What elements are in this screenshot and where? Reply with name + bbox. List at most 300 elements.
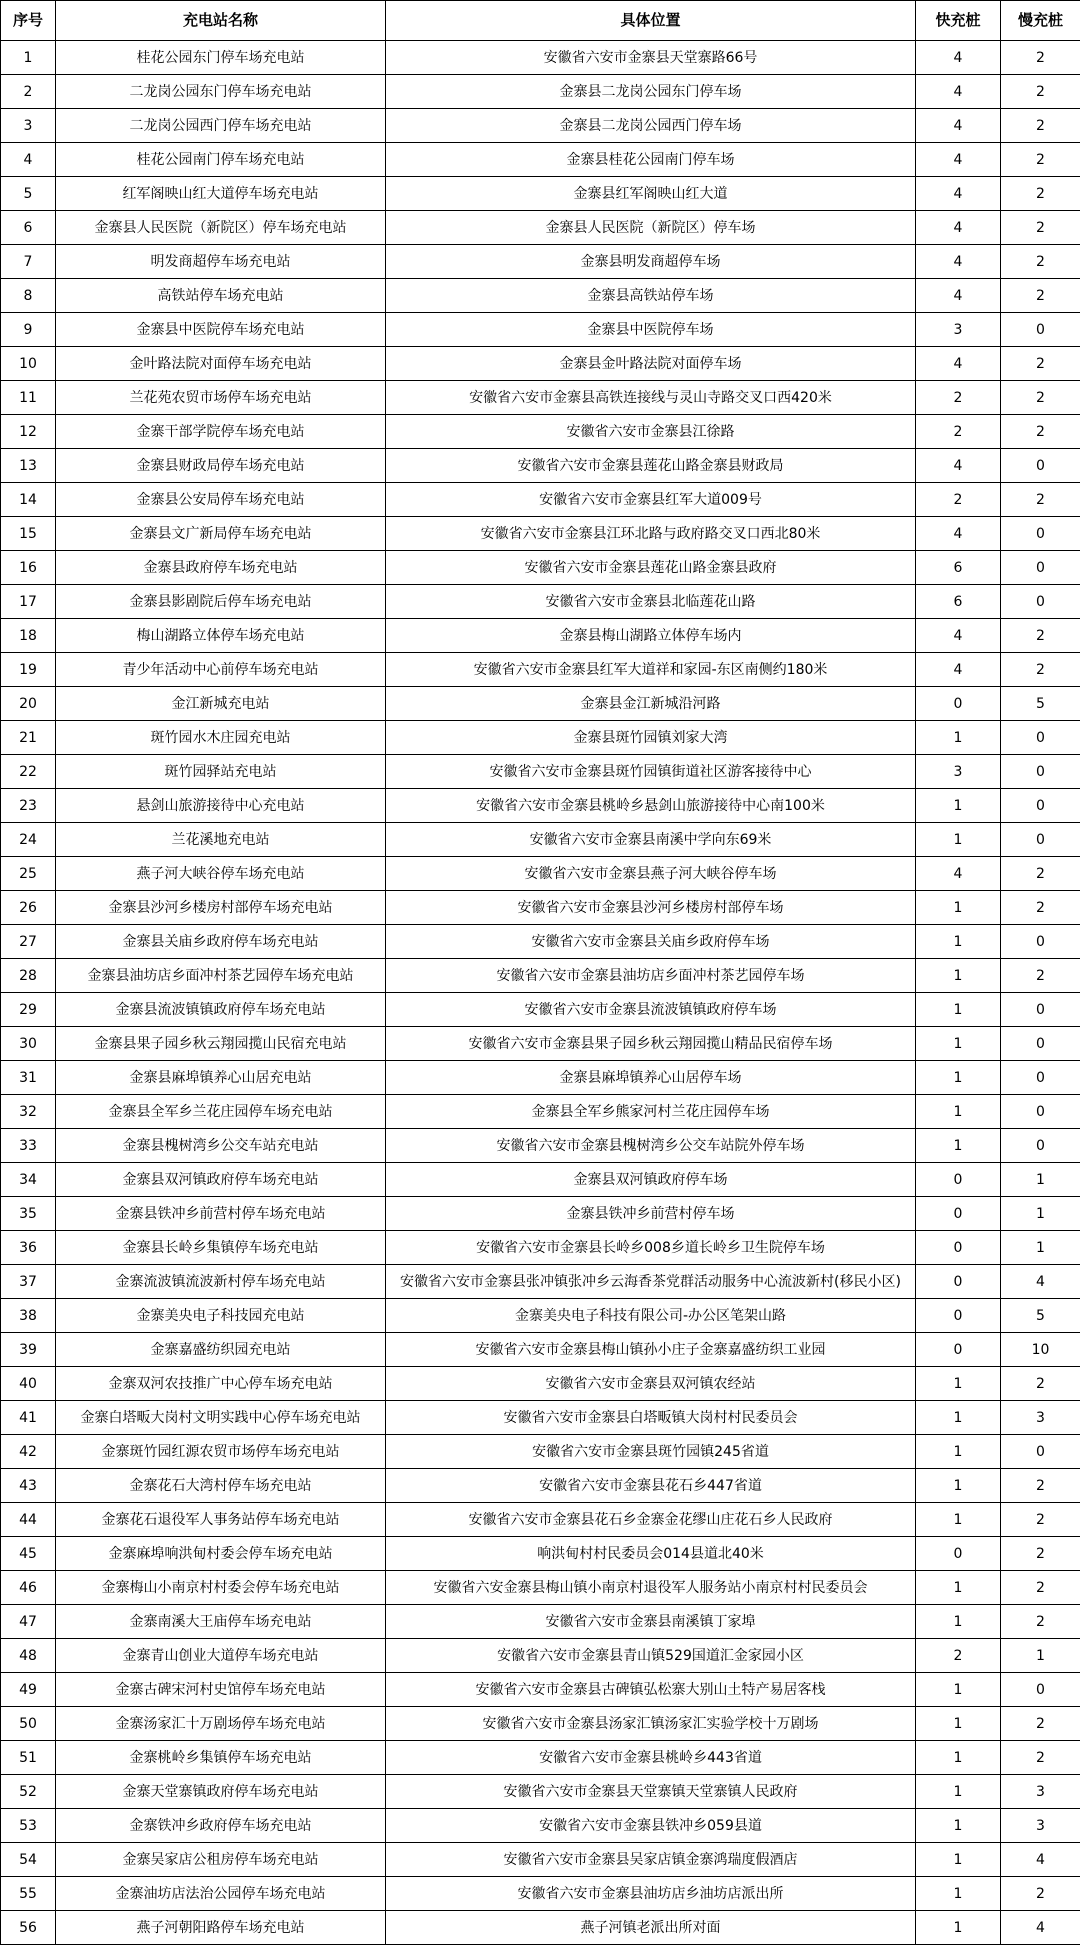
cell-no: 39	[1, 1333, 56, 1367]
cell-name: 金寨吴家店公租房停车场充电站	[56, 1843, 386, 1877]
cell-fast: 4	[916, 109, 1001, 143]
cell-no: 32	[1, 1095, 56, 1129]
table-row	[1, 1265, 1080, 1299]
cell-fast: 6	[916, 551, 1001, 585]
cell-no: 43	[1, 1469, 56, 1503]
cell-slow: 2	[1001, 1605, 1080, 1639]
cell-fast: 1	[916, 925, 1001, 959]
cell-slow: 2	[1001, 653, 1080, 687]
cell-location: 安徽省六安市金寨县江徐路	[386, 415, 916, 449]
cell-slow: 0	[1001, 721, 1080, 755]
table-row	[1, 1469, 1080, 1503]
table-row	[1, 823, 1080, 857]
cell-location: 安徽省六安市金寨县斑竹园镇245省道	[386, 1435, 916, 1469]
cell-no: 17	[1, 585, 56, 619]
cell-no: 6	[1, 211, 56, 245]
cell-location: 金寨县金江新城沿河路	[386, 687, 916, 721]
cell-slow: 1	[1001, 1639, 1080, 1673]
cell-slow: 0	[1001, 517, 1080, 551]
cell-location: 金寨县麻埠镇养心山居停车场	[386, 1061, 916, 1095]
cell-no: 52	[1, 1775, 56, 1809]
table-row	[1, 41, 1080, 75]
cell-name: 燕子河朝阳路停车场充电站	[56, 1911, 386, 1945]
cell-location: 安徽省六安市金寨县汤家汇镇汤家汇实验学校十万剧场	[386, 1707, 916, 1741]
table-row	[1, 1707, 1080, 1741]
cell-slow: 2	[1001, 415, 1080, 449]
cell-fast: 2	[916, 1639, 1001, 1673]
table-row	[1, 653, 1080, 687]
table-row	[1, 1027, 1080, 1061]
table-row	[1, 177, 1080, 211]
cell-location: 金寨县桂花公园南门停车场	[386, 143, 916, 177]
cell-name: 金寨嘉盛纺织园充电站	[56, 1333, 386, 1367]
cell-slow: 2	[1001, 1537, 1080, 1571]
cell-no: 4	[1, 143, 56, 177]
cell-no: 10	[1, 347, 56, 381]
cell-name: 金寨干部学院停车场充电站	[56, 415, 386, 449]
cell-no: 5	[1, 177, 56, 211]
cell-name: 金寨油坊店法治公园停车场充电站	[56, 1877, 386, 1911]
cell-slow: 2	[1001, 1367, 1080, 1401]
cell-no: 7	[1, 245, 56, 279]
cell-fast: 0	[916, 1537, 1001, 1571]
cell-slow: 2	[1001, 109, 1080, 143]
cell-name: 金寨花石大湾村停车场充电站	[56, 1469, 386, 1503]
table-row	[1, 1163, 1080, 1197]
cell-slow: 4	[1001, 1911, 1080, 1945]
cell-slow: 0	[1001, 823, 1080, 857]
cell-name: 金寨铁冲乡政府停车场充电站	[56, 1809, 386, 1843]
cell-no: 26	[1, 891, 56, 925]
cell-fast: 1	[916, 959, 1001, 993]
cell-fast: 4	[916, 143, 1001, 177]
table-row	[1, 1571, 1080, 1605]
header-location: 具体位置	[386, 1, 916, 41]
header-name: 充电站名称	[56, 1, 386, 41]
cell-fast: 1	[916, 1775, 1001, 1809]
table-row	[1, 415, 1080, 449]
cell-name: 金寨南溪大王庙停车场充电站	[56, 1605, 386, 1639]
cell-location: 安徽省六安市金寨县桃岭乡悬剑山旅游接待中心南100米	[386, 789, 916, 823]
table-row	[1, 483, 1080, 517]
header-no: 序号	[1, 1, 56, 41]
cell-fast: 1	[916, 993, 1001, 1027]
cell-location: 安徽省六安市金寨县红军大道祥和家园-东区南侧约180米	[386, 653, 916, 687]
cell-fast: 4	[916, 653, 1001, 687]
cell-slow: 2	[1001, 75, 1080, 109]
cell-location: 金寨县二龙岗公园东门停车场	[386, 75, 916, 109]
table-row	[1, 1299, 1080, 1333]
cell-location: 安徽省六安市金寨县花石乡金寨金花缪山庄花石乡人民政府	[386, 1503, 916, 1537]
cell-slow: 2	[1001, 279, 1080, 313]
cell-fast: 3	[916, 755, 1001, 789]
cell-slow: 2	[1001, 211, 1080, 245]
table-row	[1, 1503, 1080, 1537]
table-row	[1, 993, 1080, 1027]
cell-location: 安徽省六安市金寨县燕子河大峡谷停车场	[386, 857, 916, 891]
cell-fast: 1	[916, 1809, 1001, 1843]
cell-slow: 3	[1001, 1809, 1080, 1843]
cell-location: 安徽省六安市金寨县桃岭乡443省道	[386, 1741, 916, 1775]
cell-location: 安徽省六安市金寨县张冲镇张冲乡云海香茶党群活动服务中心流波新村(移民小区)	[386, 1265, 916, 1299]
cell-location: 金寨县红军阁映山红大道	[386, 177, 916, 211]
cell-slow: 0	[1001, 585, 1080, 619]
cell-location: 安徽省六安市金寨县江环北路与政府路交叉口西北80米	[386, 517, 916, 551]
cell-fast: 1	[916, 1129, 1001, 1163]
cell-location: 安徽省六安市金寨县天堂寨路66号	[386, 41, 916, 75]
table-row	[1, 755, 1080, 789]
cell-fast: 2	[916, 483, 1001, 517]
cell-name: 金寨县财政局停车场充电站	[56, 449, 386, 483]
cell-name: 金寨县麻埠镇养心山居充电站	[56, 1061, 386, 1095]
cell-location: 安徽省六安市金寨县白塔畈镇大岗村村民委员会	[386, 1401, 916, 1435]
cell-slow: 2	[1001, 143, 1080, 177]
table-row	[1, 1537, 1080, 1571]
cell-name: 金寨县全军乡兰花庄园停车场充电站	[56, 1095, 386, 1129]
cell-slow: 0	[1001, 1129, 1080, 1163]
cell-slow: 5	[1001, 687, 1080, 721]
table-body	[1, 41, 1080, 1945]
cell-name: 金寨县铁冲乡前营村停车场充电站	[56, 1197, 386, 1231]
cell-slow: 2	[1001, 1469, 1080, 1503]
table-row	[1, 925, 1080, 959]
cell-fast: 4	[916, 279, 1001, 313]
cell-name: 金寨流波镇流波新村停车场充电站	[56, 1265, 386, 1299]
table-row	[1, 381, 1080, 415]
cell-location: 安徽省六安市金寨县北临莲花山路	[386, 585, 916, 619]
table-row	[1, 959, 1080, 993]
cell-fast: 6	[916, 585, 1001, 619]
cell-fast: 1	[916, 1877, 1001, 1911]
table-row	[1, 619, 1080, 653]
cell-no: 49	[1, 1673, 56, 1707]
cell-slow: 5	[1001, 1299, 1080, 1333]
cell-fast: 1	[916, 823, 1001, 857]
table-row	[1, 789, 1080, 823]
cell-name: 金寨县公安局停车场充电站	[56, 483, 386, 517]
cell-name: 二龙岗公园西门停车场充电站	[56, 109, 386, 143]
table-row	[1, 721, 1080, 755]
cell-name: 金寨白塔畈大岗村文明实践中心停车场充电站	[56, 1401, 386, 1435]
cell-slow: 1	[1001, 1231, 1080, 1265]
cell-name: 桂花公园东门停车场充电站	[56, 41, 386, 75]
table-row	[1, 1639, 1080, 1673]
cell-no: 8	[1, 279, 56, 313]
table-row	[1, 1367, 1080, 1401]
table-row	[1, 347, 1080, 381]
cell-slow: 2	[1001, 1503, 1080, 1537]
header-slow: 慢充桩	[1001, 1, 1080, 41]
cell-location: 金寨县全军乡熊家河村兰花庄园停车场	[386, 1095, 916, 1129]
cell-location: 金寨县明发商超停车场	[386, 245, 916, 279]
cell-no: 1	[1, 41, 56, 75]
table-row	[1, 245, 1080, 279]
cell-fast: 1	[916, 1027, 1001, 1061]
cell-location: 安徽省六安市金寨县莲花山路金寨县政府	[386, 551, 916, 585]
cell-fast: 4	[916, 75, 1001, 109]
cell-slow: 0	[1001, 551, 1080, 585]
table-row	[1, 449, 1080, 483]
cell-location: 安徽省六安市金寨县斑竹园镇街道社区游客接待中心	[386, 755, 916, 789]
table-row	[1, 1673, 1080, 1707]
cell-name: 金寨花石退役军人事务站停车场充电站	[56, 1503, 386, 1537]
cell-fast: 0	[916, 1333, 1001, 1367]
cell-slow: 0	[1001, 449, 1080, 483]
cell-name: 燕子河大峡谷停车场充电站	[56, 857, 386, 891]
cell-slow: 0	[1001, 313, 1080, 347]
cell-no: 40	[1, 1367, 56, 1401]
table-row	[1, 1911, 1080, 1945]
table-row	[1, 687, 1080, 721]
cell-fast: 2	[916, 415, 1001, 449]
cell-name: 金寨梅山小南京村村委会停车场充电站	[56, 1571, 386, 1605]
cell-slow: 2	[1001, 381, 1080, 415]
cell-location: 安徽省六安市金寨县古碑镇弘松寨大别山土特产易居客栈	[386, 1673, 916, 1707]
cell-fast: 4	[916, 41, 1001, 75]
cell-fast: 1	[916, 1401, 1001, 1435]
cell-name: 金寨汤家汇十万剧场停车场充电站	[56, 1707, 386, 1741]
table-row	[1, 1809, 1080, 1843]
header-row	[1, 1, 1080, 41]
cell-no: 16	[1, 551, 56, 585]
cell-slow: 0	[1001, 1435, 1080, 1469]
cell-slow: 2	[1001, 177, 1080, 211]
cell-location: 金寨县斑竹园镇刘家大湾	[386, 721, 916, 755]
cell-name: 金寨县果子园乡秋云翔园揽山民宿充电站	[56, 1027, 386, 1061]
cell-location: 安徽省六安市金寨县梅山镇孙小庄子金寨嘉盛纺织工业园	[386, 1333, 916, 1367]
cell-name: 悬剑山旅游接待中心充电站	[56, 789, 386, 823]
cell-location: 金寨县双河镇政府停车场	[386, 1163, 916, 1197]
cell-slow: 2	[1001, 619, 1080, 653]
cell-no: 53	[1, 1809, 56, 1843]
cell-fast: 1	[916, 891, 1001, 925]
cell-name: 金寨古碑宋河村史馆停车场充电站	[56, 1673, 386, 1707]
cell-name: 高铁站停车场充电站	[56, 279, 386, 313]
cell-location: 金寨县金叶路法院对面停车场	[386, 347, 916, 381]
cell-location: 安徽省六安市金寨县高铁连接线与灵山寺路交叉口西420米	[386, 381, 916, 415]
cell-fast: 1	[916, 1911, 1001, 1945]
cell-location: 金寨县二龙岗公园西门停车场	[386, 109, 916, 143]
cell-fast: 0	[916, 1299, 1001, 1333]
table-row	[1, 279, 1080, 313]
cell-fast: 0	[916, 1197, 1001, 1231]
table-row	[1, 1333, 1080, 1367]
cell-location: 安徽省六安市金寨县吴家店镇金寨鸿瑞度假酒店	[386, 1843, 916, 1877]
cell-fast: 1	[916, 1367, 1001, 1401]
cell-no: 46	[1, 1571, 56, 1605]
cell-slow: 0	[1001, 755, 1080, 789]
table-row	[1, 1129, 1080, 1163]
table-row	[1, 1197, 1080, 1231]
cell-name: 金寨县政府停车场充电站	[56, 551, 386, 585]
cell-name: 明发商超停车场充电站	[56, 245, 386, 279]
cell-name: 金叶路法院对面停车场充电站	[56, 347, 386, 381]
cell-fast: 4	[916, 857, 1001, 891]
cell-location: 安徽省六安市金寨县沙河乡楼房村部停车场	[386, 891, 916, 925]
cell-fast: 1	[916, 789, 1001, 823]
cell-name: 金寨县中医院停车场充电站	[56, 313, 386, 347]
table-row	[1, 585, 1080, 619]
table-row	[1, 891, 1080, 925]
cell-location: 安徽省六安市金寨县双河镇农经站	[386, 1367, 916, 1401]
cell-no: 50	[1, 1707, 56, 1741]
cell-fast: 4	[916, 211, 1001, 245]
cell-location: 安徽省六安市金寨县花石乡447省道	[386, 1469, 916, 1503]
cell-name: 金寨麻埠响洪甸村委会停车场充电站	[56, 1537, 386, 1571]
cell-fast: 1	[916, 1707, 1001, 1741]
cell-no: 9	[1, 313, 56, 347]
cell-fast: 4	[916, 517, 1001, 551]
table-row	[1, 75, 1080, 109]
cell-fast: 1	[916, 1843, 1001, 1877]
cell-fast: 0	[916, 1163, 1001, 1197]
cell-location: 安徽省六安市金寨县油坊店乡面冲村茶艺园停车场	[386, 959, 916, 993]
cell-slow: 0	[1001, 993, 1080, 1027]
cell-slow: 1	[1001, 1197, 1080, 1231]
table-row	[1, 1775, 1080, 1809]
cell-fast: 3	[916, 313, 1001, 347]
cell-location: 金寨县高铁站停车场	[386, 279, 916, 313]
cell-no: 30	[1, 1027, 56, 1061]
table-row	[1, 313, 1080, 347]
cell-no: 28	[1, 959, 56, 993]
cell-slow: 4	[1001, 1843, 1080, 1877]
cell-name: 金寨县沙河乡楼房村部停车场充电站	[56, 891, 386, 925]
table-row	[1, 1231, 1080, 1265]
cell-name: 金寨县长岭乡集镇停车场充电站	[56, 1231, 386, 1265]
table-row	[1, 1401, 1080, 1435]
table-row	[1, 109, 1080, 143]
cell-slow: 0	[1001, 1673, 1080, 1707]
cell-location: 安徽省六安市金寨县铁冲乡059县道	[386, 1809, 916, 1843]
cell-name: 兰花溪地充电站	[56, 823, 386, 857]
table-row	[1, 1877, 1080, 1911]
cell-no: 3	[1, 109, 56, 143]
cell-slow: 3	[1001, 1401, 1080, 1435]
cell-name: 金寨县文广新局停车场充电站	[56, 517, 386, 551]
cell-fast: 1	[916, 721, 1001, 755]
cell-fast: 0	[916, 1231, 1001, 1265]
cell-location: 金寨美央电子科技有限公司-办公区笔架山路	[386, 1299, 916, 1333]
cell-slow: 2	[1001, 959, 1080, 993]
cell-no: 56	[1, 1911, 56, 1945]
cell-no: 25	[1, 857, 56, 891]
cell-fast: 1	[916, 1061, 1001, 1095]
cell-location: 金寨县梅山湖路立体停车场内	[386, 619, 916, 653]
cell-slow: 0	[1001, 1061, 1080, 1095]
cell-no: 55	[1, 1877, 56, 1911]
cell-name: 金寨桃岭乡集镇停车场充电站	[56, 1741, 386, 1775]
table-row	[1, 1605, 1080, 1639]
table-row	[1, 517, 1080, 551]
cell-no: 44	[1, 1503, 56, 1537]
cell-fast: 4	[916, 347, 1001, 381]
cell-location: 安徽省六安市金寨县天堂寨镇天堂寨镇人民政府	[386, 1775, 916, 1809]
cell-name: 金寨美央电子科技园充电站	[56, 1299, 386, 1333]
cell-location: 安徽省六安市金寨县油坊店乡油坊店派出所	[386, 1877, 916, 1911]
cell-slow: 2	[1001, 891, 1080, 925]
cell-location: 安徽省六安市金寨县关庙乡政府停车场	[386, 925, 916, 959]
cell-no: 33	[1, 1129, 56, 1163]
cell-name: 金寨双河农技推广中心停车场充电站	[56, 1367, 386, 1401]
cell-no: 42	[1, 1435, 56, 1469]
table-row	[1, 143, 1080, 177]
cell-fast: 1	[916, 1503, 1001, 1537]
cell-fast: 1	[916, 1469, 1001, 1503]
cell-slow: 2	[1001, 1571, 1080, 1605]
cell-location: 安徽省六安市金寨县流波镇镇政府停车场	[386, 993, 916, 1027]
cell-location: 安徽省六安市金寨县槐树湾乡公交车站院外停车场	[386, 1129, 916, 1163]
header-fast: 快充桩	[916, 1, 1001, 41]
cell-no: 38	[1, 1299, 56, 1333]
cell-no: 2	[1, 75, 56, 109]
cell-name: 斑竹园驿站充电站	[56, 755, 386, 789]
cell-no: 45	[1, 1537, 56, 1571]
cell-slow: 2	[1001, 245, 1080, 279]
cell-slow: 2	[1001, 1707, 1080, 1741]
cell-no: 21	[1, 721, 56, 755]
cell-name: 兰花苑农贸市场停车场充电站	[56, 381, 386, 415]
cell-fast: 1	[916, 1605, 1001, 1639]
cell-fast: 2	[916, 381, 1001, 415]
cell-name: 金寨天堂寨镇政府停车场充电站	[56, 1775, 386, 1809]
cell-name: 金寨县关庙乡政府停车场充电站	[56, 925, 386, 959]
table-row	[1, 1843, 1080, 1877]
cell-location: 安徽省六安市金寨县红军大道009号	[386, 483, 916, 517]
cell-name: 金江新城充电站	[56, 687, 386, 721]
cell-fast: 4	[916, 449, 1001, 483]
table-row	[1, 1435, 1080, 1469]
cell-slow: 2	[1001, 1877, 1080, 1911]
table-row	[1, 1061, 1080, 1095]
cell-no: 35	[1, 1197, 56, 1231]
cell-slow: 10	[1001, 1333, 1080, 1367]
cell-location: 燕子河镇老派出所对面	[386, 1911, 916, 1945]
cell-no: 37	[1, 1265, 56, 1299]
cell-no: 31	[1, 1061, 56, 1095]
cell-name: 金寨县槐树湾乡公交车站充电站	[56, 1129, 386, 1163]
cell-no: 51	[1, 1741, 56, 1775]
cell-slow: 0	[1001, 789, 1080, 823]
cell-slow: 0	[1001, 1027, 1080, 1061]
cell-fast: 1	[916, 1435, 1001, 1469]
cell-no: 22	[1, 755, 56, 789]
cell-location: 响洪甸村村民委员会014县道北40米	[386, 1537, 916, 1571]
cell-no: 47	[1, 1605, 56, 1639]
cell-location: 安徽省六安市金寨县南溪中学向东69米	[386, 823, 916, 857]
cell-name: 金寨县双河镇政府停车场充电站	[56, 1163, 386, 1197]
cell-slow: 2	[1001, 41, 1080, 75]
cell-no: 41	[1, 1401, 56, 1435]
cell-location: 金寨县铁冲乡前营村停车场	[386, 1197, 916, 1231]
cell-no: 54	[1, 1843, 56, 1877]
cell-no: 20	[1, 687, 56, 721]
cell-name: 桂花公园南门停车场充电站	[56, 143, 386, 177]
cell-no: 48	[1, 1639, 56, 1673]
cell-fast: 1	[916, 1741, 1001, 1775]
cell-no: 18	[1, 619, 56, 653]
cell-slow: 0	[1001, 925, 1080, 959]
cell-location: 安徽省六安市金寨县莲花山路金寨县财政局	[386, 449, 916, 483]
cell-no: 19	[1, 653, 56, 687]
cell-slow: 1	[1001, 1163, 1080, 1197]
cell-fast: 0	[916, 687, 1001, 721]
table-row	[1, 857, 1080, 891]
cell-location: 金寨县人民医院（新院区）停车场	[386, 211, 916, 245]
cell-no: 27	[1, 925, 56, 959]
table-row	[1, 1741, 1080, 1775]
cell-no: 13	[1, 449, 56, 483]
